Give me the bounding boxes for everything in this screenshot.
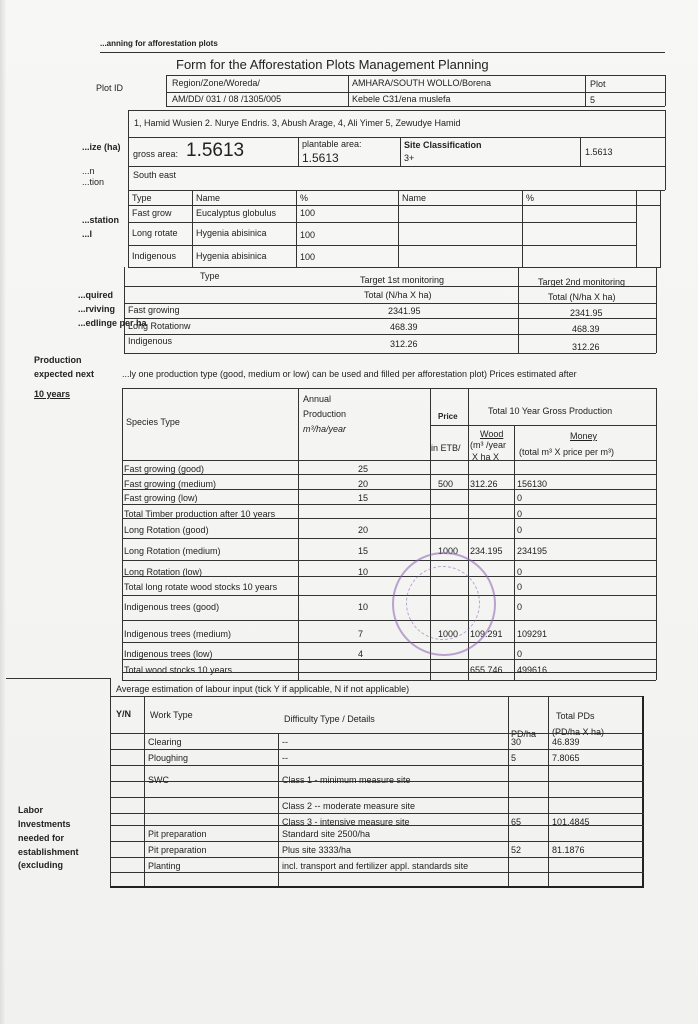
production-row-wood: 234.195: [470, 546, 503, 556]
divider: [166, 75, 665, 76]
species-col-type: Type: [132, 193, 152, 203]
production-col-price: Price: [438, 412, 458, 421]
production-row-money: 234195: [517, 546, 548, 556]
region-label: Region/Zone/Woreda/: [172, 78, 260, 88]
labour-side-4: establishment: [18, 847, 79, 857]
species-row-pct: 100: [300, 208, 316, 218]
divider: [636, 190, 637, 267]
divider: [298, 137, 299, 166]
production-row-annual: 15: [358, 546, 369, 556]
labour-row-detail: Class 1 - minimum measure site: [282, 775, 411, 785]
gross-area-value: 1.5613: [186, 140, 245, 161]
species-row-type: Fast grow: [132, 208, 172, 218]
seedlings-row-t2: 2341.95: [570, 308, 603, 318]
size-right-value: 1.5613: [585, 147, 613, 157]
production-row-wood: 312.26: [470, 479, 498, 489]
labour-row-total: 101.4845: [552, 817, 590, 827]
owners-list: 1, Hamid Wusien 2. Nurye Endris. 3, Abush Arage, 4, Ali Yimer 5, Zewudye Hamid: [134, 118, 461, 128]
divider: [660, 190, 661, 267]
divider: [110, 872, 644, 873]
production-row-money: 0: [517, 525, 523, 535]
labour-side-5: (excluding: [18, 860, 64, 870]
divider: [128, 245, 636, 246]
species-row-name: Eucalyptus globulus: [196, 208, 277, 218]
seedlings-row-type: Indigenous: [128, 336, 173, 346]
plot-value: 5: [590, 95, 596, 105]
species-side-label-1: ...station: [82, 215, 120, 225]
production-row-annual: 10: [358, 567, 369, 577]
divider: [124, 334, 656, 335]
labour-row-detail: incl. transport and fertilizer appl. standards site: [282, 861, 469, 871]
divider: [122, 576, 656, 577]
production-col-wood-3: X ha X: [472, 452, 500, 462]
species-row-pct: 100: [300, 252, 316, 262]
production-row-annual: 25: [358, 464, 369, 474]
labour-row-pdha: 65: [511, 817, 522, 827]
divider: [110, 749, 644, 750]
production-row-money: 499616: [517, 665, 548, 675]
divider: [122, 504, 656, 505]
species-row-type: Long rotate: [132, 228, 178, 238]
divider: [128, 166, 665, 167]
production-row-money: 0: [517, 649, 523, 659]
production-row-money: 109291: [517, 629, 548, 639]
production-side-2: expected next: [34, 369, 95, 379]
divider: [110, 886, 644, 888]
production-row-annual: 4: [358, 649, 364, 659]
production-side-1: Production: [34, 355, 82, 365]
production-row-money: 0: [517, 567, 523, 577]
seedlings-row-type: Fast growing: [128, 305, 180, 315]
seedlings-row-t1: 312.26: [390, 339, 418, 349]
size-label: ...ize (ha): [82, 142, 121, 152]
seedlings-side-2: ...rviving: [78, 304, 116, 314]
seedlings-row-t2: 312.26: [572, 342, 600, 352]
labour-row-pdha: 5: [511, 753, 517, 763]
official-stamp-inner-ring: [406, 566, 480, 640]
labour-row-pdha: 30: [511, 737, 522, 747]
plot-id-label: Plot ID: [96, 83, 124, 93]
labour-col-difficulty: Difficulty Type / Details: [284, 714, 375, 724]
species-col-name: Name: [196, 193, 221, 203]
seedlings-target-2: Target 2nd monitoring: [538, 277, 626, 287]
production-row-species: Fast growing (low): [124, 493, 198, 503]
divider: [122, 538, 656, 539]
divider: [110, 841, 644, 842]
labour-col-work: Work Type: [150, 710, 193, 720]
divider: [100, 52, 665, 53]
production-row-annual: 10: [358, 602, 369, 612]
divider: [278, 733, 279, 888]
orientation-label-2: ...tion: [82, 177, 105, 187]
divider: [548, 696, 549, 888]
production-col-wood-2: (m³ /year: [470, 440, 506, 450]
labour-side-3: needed for: [18, 833, 65, 843]
production-col-annual-2: Production: [303, 409, 347, 419]
production-row-species: Total long rotate wood stocks 10 years: [124, 582, 278, 592]
production-col-money-1: Money: [570, 431, 598, 441]
divider: [0, 678, 110, 679]
labour-col-pdha: PD/ha: [511, 729, 537, 739]
divider: [128, 267, 661, 268]
seedlings-row-t1: 468.39: [390, 322, 418, 332]
seedlings-row-t2: 468.39: [572, 324, 600, 334]
divider: [518, 267, 519, 353]
divider: [348, 75, 349, 106]
gross-area-label: gross area:: [133, 149, 179, 159]
form-title: Form for the Afforestation Plots Management Planning: [176, 57, 489, 72]
production-row-price: 1000: [438, 546, 459, 556]
seedlings-row-type: Long Rotationw: [128, 321, 191, 331]
plot-label: Plot: [590, 79, 606, 89]
divider: [128, 190, 665, 191]
production-row-annual: 20: [358, 479, 369, 489]
labour-col-total-1: Total PDs: [556, 711, 595, 721]
production-row-wood: 655.746: [470, 665, 503, 675]
site-class-value: 3+: [404, 153, 415, 163]
production-row-money: 0: [517, 493, 523, 503]
divider: [296, 190, 297, 267]
divider: [124, 353, 656, 354]
production-row-wood: 109.291: [470, 629, 503, 639]
production-row-species: Fast growing (medium): [124, 479, 217, 489]
labour-row-work: Planting: [148, 861, 181, 871]
labour-side-1: Labor: [18, 805, 44, 815]
divider: [128, 222, 636, 223]
production-row-species: Long Rotation (good): [124, 525, 209, 535]
production-row-species: Indigenous trees (good): [124, 602, 220, 612]
divider: [522, 190, 523, 267]
production-row-species: Long Rotation (medium): [124, 546, 221, 556]
region-value: AMHARA/SOUTH WOLLO/Borena: [352, 78, 492, 88]
labour-title: Average estimation of labour input (tick Y if applicable, N if not applicable): [116, 684, 410, 694]
divider: [128, 110, 129, 190]
divider: [400, 137, 401, 166]
labour-row-total: 81.1876: [552, 845, 585, 855]
labour-row-total: 7.8065: [552, 753, 580, 763]
labour-row-pdha: 52: [511, 845, 522, 855]
code-value: AM/DD/ 031 / 08 /1305/005: [172, 94, 282, 104]
production-col-money-2: (total m³ X price per m³): [519, 447, 615, 457]
orientation-value: South east: [133, 170, 177, 180]
production-row-species: Long Rotation (low): [124, 567, 203, 577]
divider: [128, 205, 661, 206]
divider: [656, 388, 657, 680]
production-col-annual-3: m³/ha/year: [303, 424, 347, 434]
divider: [192, 190, 193, 267]
production-col-price-unit: in ETB/: [431, 443, 461, 453]
seedlings-side-3: ...edlinge per ha: [78, 318, 147, 328]
divider: [110, 857, 644, 858]
kebele-value: Kebele C31/ena muslefa: [352, 94, 451, 104]
labour-row-detail: --: [282, 737, 288, 747]
divider: [122, 388, 656, 389]
divider: [110, 696, 644, 697]
production-side-3: 10 years: [34, 389, 71, 399]
production-note: ...ly one production type (good, medium or low) can be used and filled per afforestation plot) Prices estimated after: [122, 369, 577, 379]
production-row-price: 500: [438, 479, 454, 489]
labour-row-work: SWC: [148, 775, 169, 785]
divider: [166, 75, 167, 106]
divider: [128, 190, 129, 267]
divider: [122, 460, 656, 461]
labour-row-detail: Class 3 - intensive measure site: [282, 817, 410, 827]
seedlings-col-type: Type: [200, 271, 220, 281]
divider: [122, 388, 123, 680]
divider: [124, 303, 656, 304]
labour-row-work: Clearing: [148, 737, 182, 747]
divider: [166, 106, 665, 107]
production-row-money: 156130: [517, 479, 548, 489]
production-col-species: Species Type: [126, 417, 180, 427]
species-row-name: Hygenia abisinica: [196, 251, 267, 261]
labour-col-total-2: (PD/ha X ha): [552, 727, 605, 737]
species-col-name2: Name: [402, 193, 427, 203]
divider: [585, 75, 586, 106]
seedlings-target-1: Target 1st monitoring: [360, 275, 445, 285]
plantable-area-value: 1.5613: [302, 151, 339, 165]
divider: [665, 75, 666, 106]
seedlings-side-1: ...quired: [78, 290, 114, 300]
divider: [128, 110, 665, 111]
divider: [122, 560, 656, 561]
divider: [122, 474, 656, 475]
divider: [122, 489, 656, 490]
seedlings-total-2: Total (N/ha X ha): [548, 292, 616, 302]
production-col-gross: Total 10 Year Gross Production: [488, 406, 613, 416]
production-row-annual: 15: [358, 493, 369, 503]
labour-row-work: Pit preparation: [148, 845, 207, 855]
production-row-money: 0: [517, 602, 523, 612]
divider: [656, 267, 657, 353]
production-col-wood-1: Wood: [480, 429, 504, 439]
divider: [110, 765, 644, 766]
production-row-species: Total wood stocks 10 years: [124, 665, 233, 675]
divider: [110, 797, 644, 798]
divider: [122, 642, 656, 643]
production-row-species: Indigenous trees (low): [124, 649, 213, 659]
production-row-species: Total Timber production after 10 years: [124, 509, 276, 519]
production-row-species: Fast growing (good): [124, 464, 205, 474]
labour-row-total: 46.839: [552, 737, 580, 747]
divider: [110, 813, 644, 814]
production-row-price: 1000: [438, 629, 459, 639]
labour-side-2: Investments: [18, 819, 71, 829]
labour-row-detail: Plus site 3333/ha: [282, 845, 352, 855]
labour-row-detail: Class 2 -- moderate measure site: [282, 801, 416, 811]
species-col-pct: %: [300, 193, 309, 203]
labour-row-work: Ploughing: [148, 753, 189, 763]
site-class-label: Site Classification: [404, 140, 482, 150]
divider: [122, 620, 656, 621]
divider: [122, 680, 656, 681]
species-side-label-2: ...l: [82, 229, 93, 239]
divider: [166, 92, 665, 93]
divider: [665, 110, 666, 190]
species-row-type: Indigenous: [132, 251, 177, 261]
labour-row-detail: Standard site 2500/ha: [282, 829, 371, 839]
divider: [642, 696, 644, 888]
divider: [430, 425, 656, 426]
production-row-annual: 7: [358, 629, 364, 639]
production-col-annual-1: Annual: [303, 394, 332, 404]
production-row-annual: 20: [358, 525, 369, 535]
divider: [580, 137, 581, 166]
divider: [124, 318, 656, 319]
divider: [144, 696, 145, 888]
divider: [298, 388, 299, 680]
scan-edge-shadow: [0, 0, 6, 1024]
orientation-label-1: ...n: [82, 166, 95, 176]
labour-col-yn: Y/N: [116, 709, 132, 719]
species-row-name: Hygenia abisinica: [196, 228, 267, 238]
divider: [508, 696, 509, 888]
species-col-pct2: %: [526, 193, 535, 203]
production-row-money: 0: [517, 582, 523, 592]
divider: [128, 137, 665, 138]
seedlings-total-1: Total (N/ha X ha): [364, 290, 432, 300]
species-row-pct: 100: [300, 230, 316, 240]
seedlings-row-t1: 2341.95: [388, 306, 421, 316]
plantable-area-label: plantable area:: [302, 139, 362, 149]
labour-row-detail: --: [282, 753, 288, 763]
divider: [122, 595, 656, 596]
labour-row-work: Pit preparation: [148, 829, 207, 839]
divider: [124, 267, 125, 353]
production-row-species: Indigenous trees (medium): [124, 629, 232, 639]
divider: [398, 190, 399, 267]
production-row-money: 0: [517, 509, 523, 519]
top-caption: ...anning for afforestation plots: [100, 39, 218, 48]
divider: [122, 659, 656, 660]
